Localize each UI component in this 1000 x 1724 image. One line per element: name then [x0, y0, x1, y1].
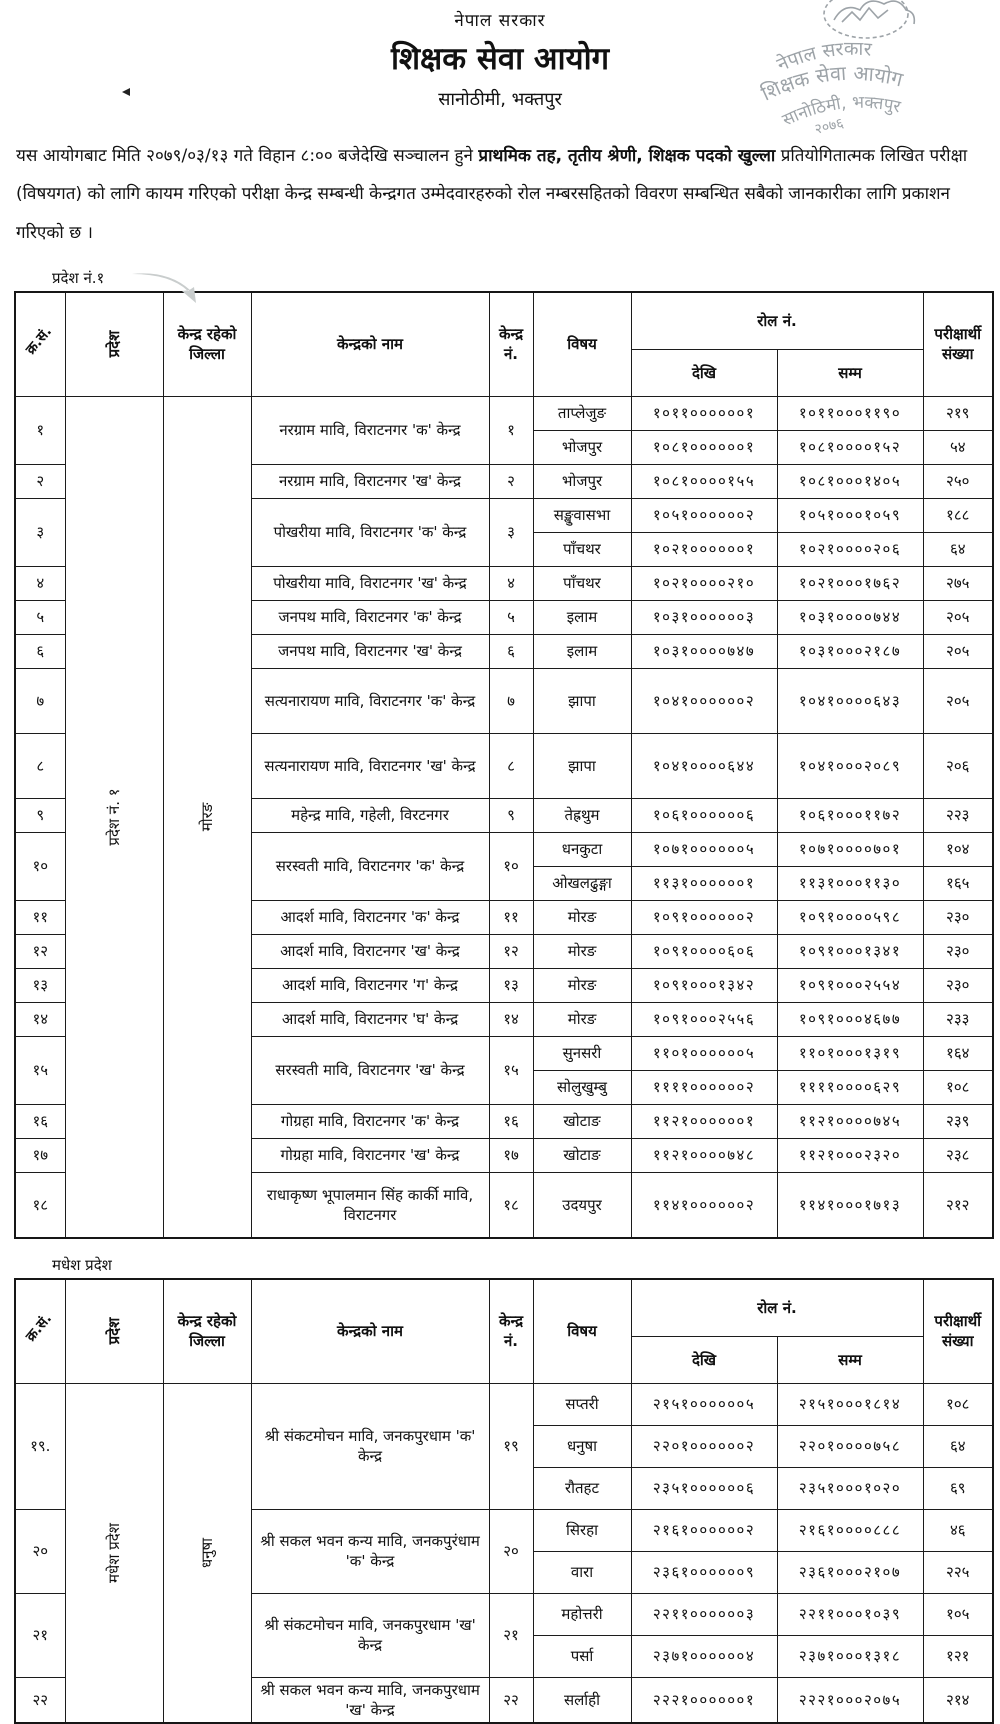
column-header-district: केन्द्र रहेको जिल्ला: [163, 1279, 251, 1384]
stamp-text-government: नेपाल सरकार: [773, 37, 873, 77]
province-cell: [65, 396, 163, 1238]
subject-cell: मोरङ: [533, 968, 631, 1002]
subject-cell: पाँचथर: [533, 532, 631, 566]
roll-from-cell: १०४१००००६४४: [631, 733, 777, 798]
roll-to-cell: २१५१०००१८१४: [777, 1383, 923, 1425]
center-name-cell: सरस्वती मावि, विराटनगर 'क' केन्द्र: [251, 832, 489, 900]
serial-cell: ९: [15, 798, 65, 832]
count-cell: २१९: [923, 396, 993, 430]
column-header-district: केन्द्र रहेको जिल्ला: [163, 292, 251, 397]
serial-cell: १२: [15, 934, 65, 968]
notice-paragraph: [16, 137, 980, 252]
column-header-roll: रोल नं.: [631, 1279, 923, 1337]
subject-cell: पर्सा: [533, 1635, 631, 1677]
organization-address: सानोठीमी, भक्तपुर: [438, 89, 562, 110]
count-cell: १८८: [923, 498, 993, 532]
subject-cell: सुनसरी: [533, 1036, 631, 1070]
subject-cell: मोरङ: [533, 900, 631, 934]
count-cell: २५०: [923, 464, 993, 498]
stamp-emblem: [824, 0, 914, 38]
serial-cell: २०: [15, 1509, 65, 1593]
notice-segment-1: यस आयोगबाट मिति २०७९/०३/१३ गते विहान ८:०० बजेदेखि सञ्चालन हुने: [16, 146, 479, 166]
center-no-cell: १९: [489, 1383, 533, 1509]
roll-from-cell: १०९१००००००२: [631, 900, 777, 934]
column-header-center-no: केन्द्र नं.: [489, 292, 533, 397]
center-no-cell: २१: [489, 1593, 533, 1677]
subject-cell: खोटाङ: [533, 1138, 631, 1172]
table-row: [15, 396, 993, 430]
district-cell-label: धनुषा: [198, 1537, 216, 1568]
subject-cell: उदयपुर: [533, 1172, 631, 1238]
count-cell: २३३: [923, 1002, 993, 1036]
center-name-cell: सत्यनारायण मावि, विराटनगर 'क' केन्द्र: [251, 668, 489, 733]
serial-cell: ७: [15, 668, 65, 733]
roll-to-cell: १०५१०००१०५९: [777, 498, 923, 532]
roll-from-cell: २१५१००००००५: [631, 1383, 777, 1425]
center-no-cell: २०: [489, 1509, 533, 1593]
count-cell: ५४: [923, 430, 993, 464]
count-cell: १०४: [923, 832, 993, 866]
roll-from-cell: १०८१००००१५५: [631, 464, 777, 498]
center-no-cell: २: [489, 464, 533, 498]
count-cell: २७५: [923, 566, 993, 600]
center-name-cell: नरग्राम मावि, विराटनगर 'क' केन्द्र: [251, 396, 489, 464]
subject-cell: तेह्रथुम: [533, 798, 631, 832]
roll-from-cell: १०९१००००६०६: [631, 934, 777, 968]
serial-cell: १७: [15, 1138, 65, 1172]
roll-to-cell: १०९१००००५९८: [777, 900, 923, 934]
center-no-cell: १४: [489, 1002, 533, 1036]
roll-to-cell: १०३१००००७४४: [777, 600, 923, 634]
center-name-cell: राधाकृष्ण भूपालमान सिंह कार्की मावि, विराटनगर: [251, 1172, 489, 1238]
column-header-roll: रोल नं.: [631, 292, 923, 350]
roll-to-cell: १०८१०००१४०५: [777, 464, 923, 498]
center-name-cell: जनपथ मावि, विराटनगर 'ख' केन्द्र: [251, 634, 489, 668]
serial-cell: ३: [15, 498, 65, 566]
roll-to-cell: १०८१००००१५२: [777, 430, 923, 464]
center-no-cell: २२: [489, 1677, 533, 1723]
count-cell: १६४: [923, 1036, 993, 1070]
section-label-madhesh: मधेश प्रदेश: [52, 1255, 112, 1274]
roll-from-cell: २१६१००००००२: [631, 1509, 777, 1551]
roll-to-cell: ११३१०००११३०: [777, 866, 923, 900]
official-stamp: [738, 0, 978, 140]
roll-from-cell: १०७१००००००५: [631, 832, 777, 866]
roll-to-cell: २२२१०००२०७५: [777, 1677, 923, 1723]
roll-to-cell: २१६१००००८८८: [777, 1509, 923, 1551]
center-name-cell: गोग्रहा मावि, विराटनगर 'ख' केन्द्र: [251, 1138, 489, 1172]
center-no-cell: ६: [489, 634, 533, 668]
column-header-roll-from: देखि: [631, 349, 777, 396]
section-label-province-1: प्रदेश नं.१: [52, 268, 105, 287]
roll-to-cell: ११०१०००१३१९: [777, 1036, 923, 1070]
column-header-center-no: केन्द्र नं.: [489, 1279, 533, 1384]
province-cell: [65, 1383, 163, 1723]
subject-cell: सिरहा: [533, 1509, 631, 1551]
center-no-cell: ९: [489, 798, 533, 832]
roll-to-cell: १०४१००००६४३: [777, 668, 923, 733]
center-no-cell: १६: [489, 1104, 533, 1138]
center-name-cell: श्री संकटमोचन मावि, जनकपुरधाम 'ख' केन्द्र: [251, 1593, 489, 1677]
center-no-cell: १७: [489, 1138, 533, 1172]
count-cell: २१४: [923, 1677, 993, 1723]
subject-cell: मोरङ: [533, 934, 631, 968]
exam-centers-table-madhesh: [14, 1278, 994, 1724]
roll-to-cell: १०६१०००११७२: [777, 798, 923, 832]
count-cell: २०६: [923, 733, 993, 798]
roll-to-cell: २३५१०००१०२०: [777, 1467, 923, 1509]
center-name-cell: आदर्श मावि, विराटनगर 'घ' केन्द्र: [251, 1002, 489, 1036]
roll-from-cell: ११०१००००००५: [631, 1036, 777, 1070]
subject-cell: भोजपुर: [533, 464, 631, 498]
center-name-cell: सरस्वती मावि, विराटनगर 'ख' केन्द्र: [251, 1036, 489, 1104]
roll-from-cell: १०९१०००२५५६: [631, 1002, 777, 1036]
roll-to-cell: ११२१००००७४५: [777, 1104, 923, 1138]
count-cell: २३०: [923, 934, 993, 968]
roll-from-cell: ११२१००००००१: [631, 1104, 777, 1138]
serial-cell: २: [15, 464, 65, 498]
column-header-roll-from: देखि: [631, 1336, 777, 1383]
roll-to-cell: १०२१००००२०६: [777, 532, 923, 566]
count-cell: २०५: [923, 634, 993, 668]
roll-to-cell: २३७१०००१३१८: [777, 1635, 923, 1677]
roll-from-cell: १०४१००००००२: [631, 668, 777, 733]
province-cell-label: प्रदेश नं. १: [105, 788, 123, 846]
count-cell: २२३: [923, 798, 993, 832]
subject-cell: ओखलढुङ्गा: [533, 866, 631, 900]
center-name-cell: श्री सकल भवन कन्य मावि, जनकपुरधाम 'ख' केन्द्र: [251, 1677, 489, 1723]
column-header-serial: क्र.सं.: [15, 1279, 65, 1384]
center-no-cell: ७: [489, 668, 533, 733]
subject-cell: झापा: [533, 668, 631, 733]
table-header: [15, 292, 993, 397]
count-cell: ६९: [923, 1467, 993, 1509]
roll-to-cell: १०३१०००२१८७: [777, 634, 923, 668]
count-cell: ४६: [923, 1509, 993, 1551]
ink-mark: [122, 88, 130, 96]
roll-from-cell: ११३१००००००१: [631, 866, 777, 900]
roll-from-cell: ११४१००००००२: [631, 1172, 777, 1238]
count-cell: २२५: [923, 1551, 993, 1593]
subject-cell: झापा: [533, 733, 631, 798]
roll-from-cell: २३६१००००००९: [631, 1551, 777, 1593]
roll-to-cell: १०११०००११९०: [777, 396, 923, 430]
roll-from-cell: २२२१००००००१: [631, 1677, 777, 1723]
center-name-cell: आदर्श मावि, विराटनगर 'क' केन्द्र: [251, 900, 489, 934]
roll-to-cell: १०७१००००७०१: [777, 832, 923, 866]
organization-name: शिक्षक सेवा आयोग: [390, 41, 610, 77]
column-header-roll-to: सम्म: [777, 1336, 923, 1383]
subject-cell: रौतहट: [533, 1467, 631, 1509]
center-no-cell: १८: [489, 1172, 533, 1238]
roll-from-cell: २३७१००००००४: [631, 1635, 777, 1677]
district-cell: [163, 396, 251, 1238]
center-no-cell: ८: [489, 733, 533, 798]
roll-to-cell: १०९१०००४६७७: [777, 1002, 923, 1036]
serial-cell: १८: [15, 1172, 65, 1238]
serial-cell: १: [15, 396, 65, 464]
serial-cell: १५: [15, 1036, 65, 1104]
subject-cell: पाँचथर: [533, 566, 631, 600]
roll-to-cell: १०९१०००१३४१: [777, 934, 923, 968]
column-header-count: परीक्षार्थी संख्या: [923, 292, 993, 397]
serial-cell: १९.: [15, 1383, 65, 1509]
notice-segment-3: प्रतियोगितात्मक लिखित परीक्षा (विषयगत) को लागि कायम गरिएको परीक्षा केन्द्र सम्बन्धी केन्द्रगत उम्मेदवारहरुको रोल नम्बरसहितको विवरण सम्बन्धित सबैको जानकारीका लागि प्रकाशन गरिएको छ ।: [16, 146, 968, 243]
count-cell: २३०: [923, 900, 993, 934]
subject-cell: सङ्खुवासभा: [533, 498, 631, 532]
column-header-province: प्रदेश: [65, 1279, 163, 1384]
center-no-cell: १३: [489, 968, 533, 1002]
roll-to-cell: ११४१०००१७१३: [777, 1172, 923, 1238]
roll-from-cell: ११२१००००७४८: [631, 1138, 777, 1172]
center-no-cell: १५: [489, 1036, 533, 1104]
center-no-cell: १०: [489, 832, 533, 900]
center-name-cell: महेन्द्र मावि, गहेली, विरटनगर: [251, 798, 489, 832]
roll-to-cell: ११११००००६२९: [777, 1070, 923, 1104]
center-name-cell: सत्यनारायण मावि, विराटनगर 'ख' केन्द्र: [251, 733, 489, 798]
center-no-cell: १२: [489, 934, 533, 968]
column-header-roll-to: सम्म: [777, 349, 923, 396]
center-no-cell: ५: [489, 600, 533, 634]
count-cell: १०८: [923, 1383, 993, 1425]
subject-cell: मोरङ: [533, 1002, 631, 1036]
serial-cell: ४: [15, 566, 65, 600]
subject-cell: भोजपुर: [533, 430, 631, 464]
center-name-cell: गोग्रहा मावि, विराटनगर 'क' केन्द्र: [251, 1104, 489, 1138]
count-cell: २३९: [923, 1104, 993, 1138]
roll-to-cell: १०४१०००२०८९: [777, 733, 923, 798]
roll-from-cell: १०५१००००००२: [631, 498, 777, 532]
column-header-serial: क्र.सं.: [15, 292, 65, 397]
serial-cell: १४: [15, 1002, 65, 1036]
count-cell: १६५: [923, 866, 993, 900]
roll-from-cell: २२०१००००००२: [631, 1425, 777, 1467]
count-cell: १०८: [923, 1070, 993, 1104]
count-cell: ६४: [923, 1425, 993, 1467]
government-name: नेपाल सरकार: [454, 11, 546, 31]
serial-cell: ११: [15, 900, 65, 934]
subject-cell: सर्लाही: [533, 1677, 631, 1723]
roll-from-cell: २२११००००००३: [631, 1593, 777, 1635]
serial-cell: १६: [15, 1104, 65, 1138]
district-cell-label: मोरङ: [198, 802, 216, 832]
serial-cell: २२: [15, 1677, 65, 1723]
roll-from-cell: १०३१००००७४७: [631, 634, 777, 668]
subject-cell: खोटाङ: [533, 1104, 631, 1138]
roll-to-cell: २२११०००१०३९: [777, 1593, 923, 1635]
center-name-cell: नरग्राम मावि, विराटनगर 'ख' केन्द्र: [251, 464, 489, 498]
roll-from-cell: १०८१००००००१: [631, 430, 777, 464]
center-name-cell: श्री सकल भवन कन्य मावि, जनकपुरंधाम 'क' केन्द्र: [251, 1509, 489, 1593]
table-header: [15, 1279, 993, 1384]
subject-cell: धनुषा: [533, 1425, 631, 1467]
center-name-cell: आदर्श मावि, विराटनगर 'ग' केन्द्र: [251, 968, 489, 1002]
roll-to-cell: १०९१०००२५५४: [777, 968, 923, 1002]
count-cell: २३८: [923, 1138, 993, 1172]
stamp-text-organization: शिक्षक सेवा आयोग: [757, 60, 906, 106]
roll-from-cell: १०६१००००००६: [631, 798, 777, 832]
province-cell-label: मधेश प्रदेश: [105, 1522, 123, 1583]
count-cell: २३०: [923, 968, 993, 1002]
center-name-cell: पोखरीया मावि, विराटनगर 'ख' केन्द्र: [251, 566, 489, 600]
count-cell: १२१: [923, 1635, 993, 1677]
center-no-cell: १: [489, 396, 533, 464]
notice-segment-2: प्राथमिक तह, तृतीय श्रेणी, शिक्षक पदको खुल्ला: [478, 146, 776, 166]
serial-cell: १३: [15, 968, 65, 1002]
serial-cell: १०: [15, 832, 65, 900]
stamp-text-year: २०७६: [813, 115, 846, 138]
exam-centers-table-province-1: [14, 291, 994, 1239]
subject-cell: सप्तरी: [533, 1383, 631, 1425]
center-name-cell: जनपथ मावि, विराटनगर 'क' केन्द्र: [251, 600, 489, 634]
roll-to-cell: २३६१०००२१०७: [777, 1551, 923, 1593]
roll-from-cell: १०९१०००१३४२: [631, 968, 777, 1002]
center-no-cell: ४: [489, 566, 533, 600]
serial-cell: ५: [15, 600, 65, 634]
table-row: [15, 1383, 993, 1425]
serial-cell: ६: [15, 634, 65, 668]
subject-cell: धनकुटा: [533, 832, 631, 866]
center-no-cell: ३: [489, 498, 533, 566]
count-cell: २०५: [923, 668, 993, 733]
serial-cell: २१: [15, 1593, 65, 1677]
roll-to-cell: ११२१०००२३२०: [777, 1138, 923, 1172]
roll-to-cell: २२०१००००७५८: [777, 1425, 923, 1467]
roll-from-cell: २३५१००००००६: [631, 1467, 777, 1509]
roll-from-cell: १०३१००००००३: [631, 600, 777, 634]
column-header-center-name: केन्द्रको नाम: [251, 1279, 489, 1384]
subject-cell: वारा: [533, 1551, 631, 1593]
count-cell: २०५: [923, 600, 993, 634]
count-cell: २१२: [923, 1172, 993, 1238]
subject-cell: इलाम: [533, 600, 631, 634]
center-name-cell: आदर्श मावि, विराटनगर 'ख' केन्द्र: [251, 934, 489, 968]
column-header-count: परीक्षार्थी संख्या: [923, 1279, 993, 1384]
column-header-subject: विषय: [533, 1279, 631, 1384]
serial-cell: ८: [15, 733, 65, 798]
subject-cell: इलाम: [533, 634, 631, 668]
roll-from-cell: १०११००००००१: [631, 396, 777, 430]
roll-from-cell: १०२१००००२१०: [631, 566, 777, 600]
roll-from-cell: १०२१००००००१: [631, 532, 777, 566]
roll-from-cell: ११११००००००२: [631, 1070, 777, 1104]
count-cell: १०५: [923, 1593, 993, 1635]
roll-to-cell: १०२१०००१७६२: [777, 566, 923, 600]
center-name-cell: श्री संकटमोचन मावि, जनकपुरधाम 'क' केन्द्र: [251, 1383, 489, 1509]
count-cell: ६४: [923, 532, 993, 566]
stamp-text-address: सानोठिमी, भक्तपुर: [779, 92, 903, 131]
center-name-cell: पोखरीया मावि, विराटनगर 'क' केन्द्र: [251, 498, 489, 566]
table-body-province-1: [15, 396, 993, 1238]
subject-cell: महोत्तरी: [533, 1593, 631, 1635]
column-header-province: प्रदेश: [65, 292, 163, 397]
center-no-cell: ११: [489, 900, 533, 934]
district-cell: [163, 1383, 251, 1723]
subject-cell: सोलुखुम्बु: [533, 1070, 631, 1104]
table-body-madhesh: [15, 1383, 993, 1723]
subject-cell: ताप्लेजुङ: [533, 396, 631, 430]
column-header-subject: विषय: [533, 292, 631, 397]
column-header-center-name: केन्द्रको नाम: [251, 292, 489, 397]
